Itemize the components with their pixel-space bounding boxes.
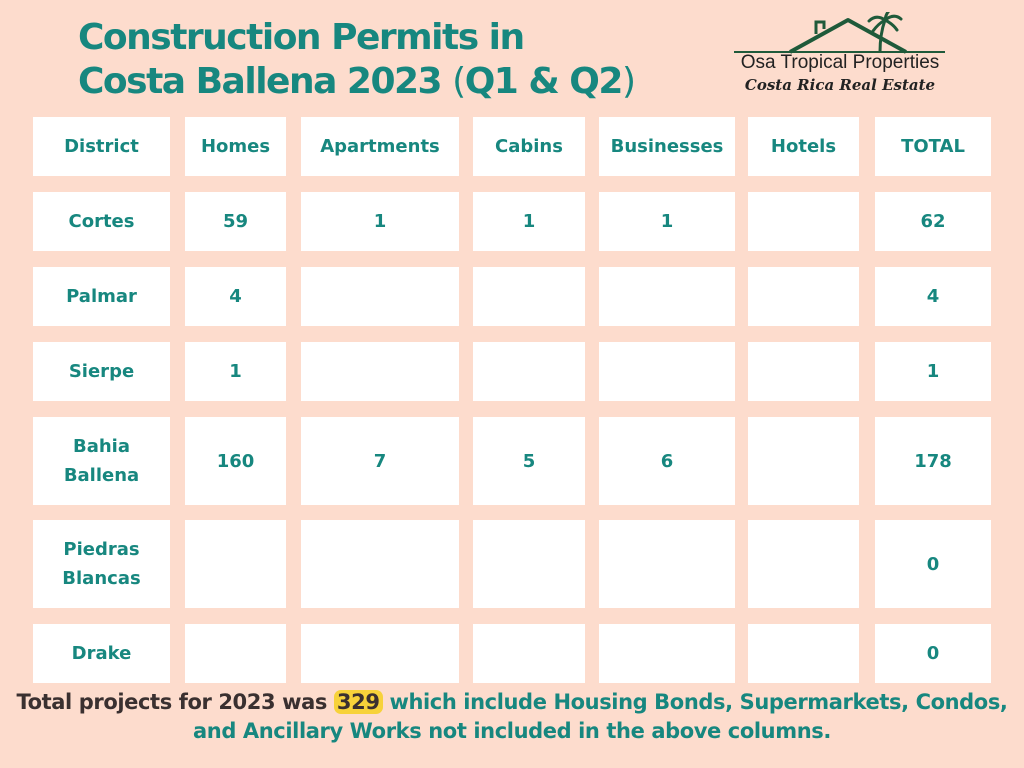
column-header-total: TOTAL	[875, 117, 991, 176]
table-cell	[185, 520, 286, 608]
table-cell	[748, 520, 859, 608]
table-cell: 4	[875, 267, 991, 326]
table-cell	[473, 267, 585, 326]
logo-name: Osa Tropical Properties	[740, 52, 940, 73]
column-header-businesses: Businesses	[599, 117, 735, 176]
table-cell	[748, 417, 859, 505]
page-title	[78, 16, 635, 104]
column-header-apartments: Apartments	[301, 117, 459, 176]
table-cell: 160	[185, 417, 286, 505]
row-label: Piedras Blancas	[33, 520, 170, 608]
table-cell	[301, 520, 459, 608]
table-cell: 1	[301, 192, 459, 251]
title-paren-close: )	[621, 61, 635, 102]
table-cell	[599, 342, 735, 401]
table-cell: 0	[875, 624, 991, 683]
table-cell	[599, 624, 735, 683]
table-cell: 6	[599, 417, 735, 505]
table-cell	[301, 624, 459, 683]
table-cell: 7	[301, 417, 459, 505]
column-header-district: District	[33, 117, 170, 176]
footer-rest: which include Housing Bonds, Supermarkets, Condos, and Ancillary Works not included in the above columns.	[193, 690, 1008, 743]
table-cell	[748, 342, 859, 401]
title-line-2: Costa Ballena 2023	[78, 61, 442, 102]
table-cell: 1	[875, 342, 991, 401]
table-cell	[599, 267, 735, 326]
table-cell	[473, 342, 585, 401]
footer-total-highlight: 329	[334, 690, 383, 714]
table-cell: 1	[185, 342, 286, 401]
table-cell	[748, 267, 859, 326]
table-cell: 178	[875, 417, 991, 505]
table-cell: 5	[473, 417, 585, 505]
table-cell	[748, 624, 859, 683]
table-cell	[473, 520, 585, 608]
title-line-1: Construction Permits in	[78, 17, 524, 58]
table-cell: 62	[875, 192, 991, 251]
column-header-homes: Homes	[185, 117, 286, 176]
table-cell: 59	[185, 192, 286, 251]
table-cell	[185, 624, 286, 683]
table-cell	[748, 192, 859, 251]
table-cell	[473, 624, 585, 683]
table-cell	[301, 342, 459, 401]
title-quarters: Q1 & Q2	[464, 61, 622, 102]
table-cell	[301, 267, 459, 326]
table-cell: 1	[473, 192, 585, 251]
row-label: Sierpe	[33, 342, 170, 401]
row-label: Drake	[33, 624, 170, 683]
row-label: Bahia Ballena	[33, 417, 170, 505]
column-header-cabins: Cabins	[473, 117, 585, 176]
row-label: Palmar	[33, 267, 170, 326]
company-logo	[730, 12, 950, 102]
row-label: Cortes	[33, 192, 170, 251]
footer-lead: Total projects for 2023 was	[16, 690, 327, 714]
table-cell	[599, 520, 735, 608]
table-cell: 1	[599, 192, 735, 251]
table-cell: 4	[185, 267, 286, 326]
logo-tagline: Costa Rica Real Estate	[744, 76, 936, 94]
footer-note	[0, 688, 1024, 746]
column-header-hotels: Hotels	[748, 117, 859, 176]
title-paren-open: (	[452, 61, 465, 102]
table-cell: 0	[875, 520, 991, 608]
house-palm-logo-icon	[730, 12, 950, 56]
